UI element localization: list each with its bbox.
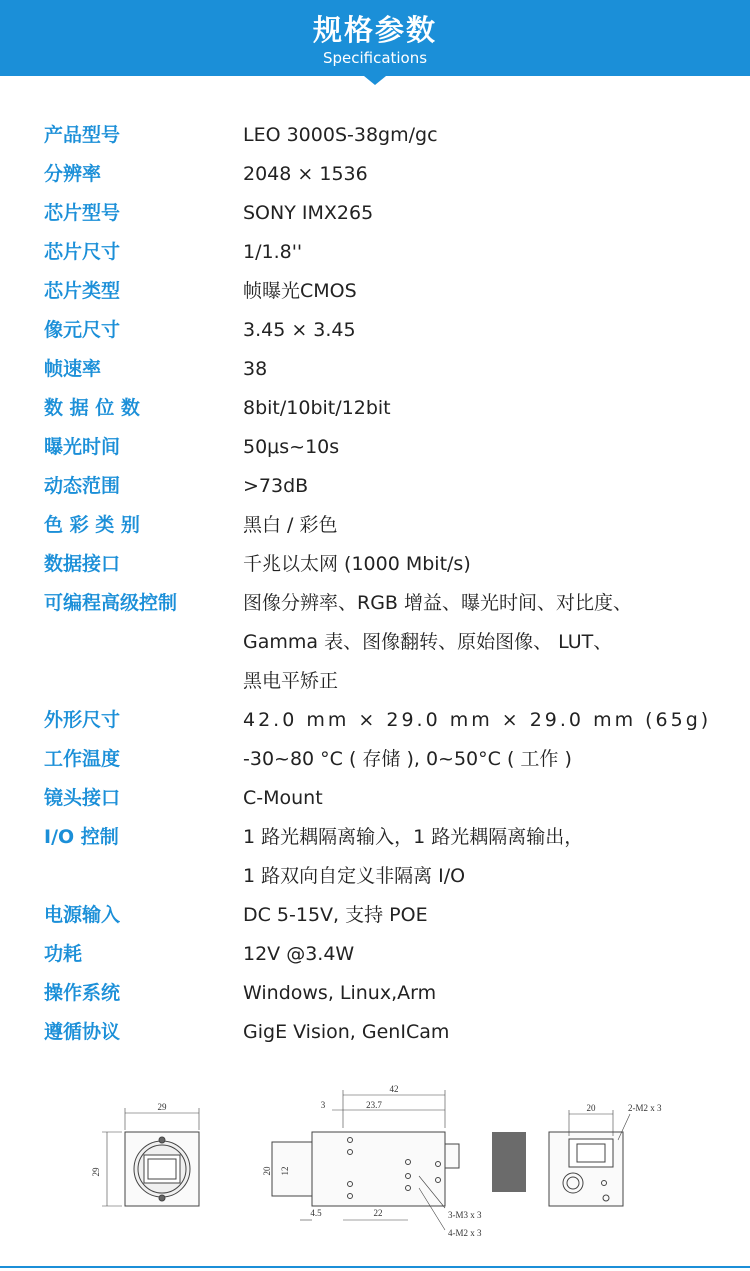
spec-row [44,272,724,311]
spec-label: 芯片型号 [44,202,121,224]
spec-row [44,389,724,428]
spec-row [44,116,724,155]
spec-label: 功耗 [44,943,83,965]
spec-value-line: 图像分辨率、RGB 增益、曝光时间、对比度、 [243,592,633,614]
side-h20-label: 20 [262,1166,272,1176]
front-height-label: 29 [91,1167,101,1177]
spec-label: 操作系统 [44,982,121,1004]
spec-value [243,935,724,974]
spec-row [44,740,724,779]
bottom-divider [0,1266,750,1268]
spec-value [243,116,724,155]
spec-value-line: 42.0 mm × 29.0 mm × 29.0 mm (65g) [243,709,712,731]
spec-value [243,740,724,779]
spec-label: 数 据 位 数 [44,397,140,419]
spec-value [243,233,724,272]
spec-value [243,467,724,506]
header-banner [0,0,750,76]
spec-label: 工作温度 [44,748,121,770]
spec-value [243,506,724,545]
spec-value [243,389,724,428]
side-m2-note: 4-M2 x 3 [448,1228,482,1238]
spec-value [243,974,724,1013]
spec-value [243,350,724,389]
spec-value [243,155,724,194]
spec-value-line: 1/1.8'' [243,241,303,263]
rear-m2-note: 2-M2 x 3 [628,1103,662,1113]
side-d22-label: 22 [373,1208,383,1218]
spec-row [44,779,724,818]
side-d45-label: 4.5 [310,1208,322,1218]
spec-value-line: 50μs~10s [243,436,340,458]
spec-label: 电源输入 [44,904,121,926]
spec-label: 外形尺寸 [44,709,121,731]
side-view-drawing [272,1090,459,1230]
spec-label: 曝光时间 [44,436,121,458]
spec-value [243,818,724,896]
front-width-label: 29 [157,1102,167,1112]
spec-label: 可编程高级控制 [44,592,178,614]
spec-value [243,428,724,467]
spec-value-line: 千兆以太网 (1000 Mbit/s) [243,553,471,575]
spec-value-line: LEO 3000S-38gm/gc [243,124,438,146]
spec-value [243,779,724,818]
spec-value [243,701,724,740]
spec-row [44,506,724,545]
spec-value-line: 黑白 / 彩色 [243,514,338,536]
side-m3-note: 3-M3 x 3 [448,1210,482,1220]
spec-row [44,584,724,701]
spec-row [44,428,724,467]
spec-row [44,974,724,1013]
spec-row [44,155,724,194]
spec-value-line: 12V @3.4W [243,943,355,965]
connector-profile-block [492,1132,526,1192]
spec-label: 芯片尺寸 [44,241,121,263]
spec-value-line: 8bit/10bit/12bit [243,397,391,419]
spec-value-line: SONY IMX265 [243,202,374,224]
spec-value [243,272,724,311]
page-subtitle: Specifications [322,49,428,67]
spec-value-line: 2048 × 1536 [243,163,368,185]
spec-value [243,896,724,935]
spec-row [44,701,724,740]
spec-value-line: 38 [243,358,268,380]
spec-label: 帧速率 [44,358,102,380]
spec-value-line: DC 5-15V, 支持 POE [243,904,428,926]
spec-row [44,818,724,896]
spec-value-line: 1 路双向自定义非隔离 I/O [243,865,466,887]
side-total-label: 42 [389,1084,399,1094]
front-view-drawing [102,1108,199,1206]
spec-value-line: >73dB [243,475,309,497]
spec-label: 芯片类型 [44,280,121,302]
spec-value-line: 1 路光耦隔离输入，1 路光耦隔离输出， [243,826,584,848]
page-title: 规格参数 [312,13,437,47]
spec-row [44,1013,724,1052]
side-h12-label: 12 [280,1166,290,1176]
spec-row [44,467,724,506]
spec-value-line: -30~80 °C ( 存储 ), 0~50°C ( 工作 ) [243,748,572,770]
spec-row [44,311,724,350]
spec-row [44,935,724,974]
spec-row [44,194,724,233]
side-d3-label: 3 [320,1100,326,1110]
spec-row [44,233,724,272]
spec-label: 产品型号 [44,124,121,146]
spec-value [243,311,724,350]
spec-row [44,350,724,389]
spec-value-line: Windows, Linux,Arm [243,982,437,1004]
dimension-drawings [0,1080,750,1240]
spec-value-line: C-Mount [243,787,323,809]
spec-row [44,545,724,584]
spec-label: 分辨率 [44,163,102,185]
spec-value-line: 3.45 × 3.45 [243,319,356,341]
spec-label: 色 彩 类 别 [44,514,140,536]
spec-row [44,896,724,935]
side-d23-label: 23.7 [366,1100,382,1110]
spec-value-line: Gamma 表、图像翻转、原始图像、 LUT、 [243,631,613,653]
spec-label: 数据接口 [44,553,121,575]
rear-width-label: 20 [586,1103,596,1113]
spec-value-line: GigE Vision, GenICam [243,1021,450,1043]
spec-value [243,1013,724,1052]
spec-label: 像元尺寸 [44,319,121,341]
banner-pointer [364,76,386,85]
spec-value-line: 帧曝光CMOS [243,280,357,302]
spec-value [243,194,724,233]
spec-value [243,584,724,701]
spec-label: 动态范围 [44,475,121,497]
spec-label: 遵循协议 [44,1021,121,1043]
rear-view-drawing [549,1110,630,1206]
spec-label: 镜头接口 [44,787,121,809]
spec-label: I/O 控制 [44,826,119,848]
spec-table [44,116,724,1052]
spec-value [243,545,724,584]
spec-value-line: 黑电平矫正 [243,670,339,692]
